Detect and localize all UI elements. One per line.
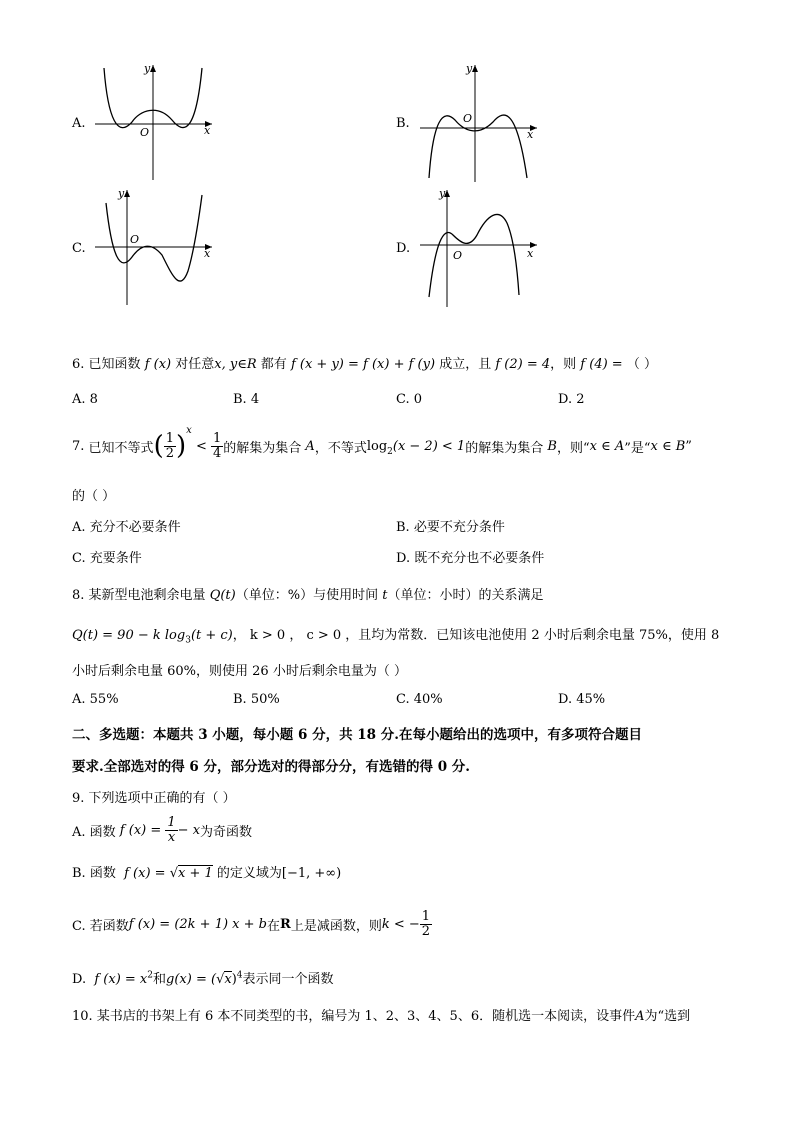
q9-option-a: A. 函数 f (x) = $\frac{1}{x}$ − x 为奇函数 bbox=[72, 814, 253, 845]
question-7-stem-line2: 的（ ） bbox=[72, 489, 116, 504]
fraction-one-half: $\frac{1}{2}$ bbox=[165, 430, 174, 461]
fraction-one-over-x: $\frac{1}{x}$ bbox=[167, 814, 176, 845]
q7-option-c: C. 充要条件 bbox=[72, 551, 142, 566]
y-axis-label: y bbox=[118, 187, 125, 200]
option-a-label: A. bbox=[72, 116, 86, 131]
curve-b bbox=[429, 115, 527, 178]
question-6-stem: 6. 已知函数 f (x) 对任意x, y∈R 都有 f (x + y) = f (x) + f (y) 成立，且 f (2) = 4，则 f (4) = （ ） bbox=[72, 357, 657, 372]
option-c-label: C. bbox=[72, 241, 86, 256]
y-axis-label: y bbox=[144, 62, 151, 75]
graph-b bbox=[415, 60, 545, 185]
x-axis-label: x bbox=[527, 128, 534, 141]
q6-option-b: B. 4 bbox=[233, 392, 260, 407]
origin-label: O bbox=[140, 126, 150, 139]
q6-option-c: C. 0 bbox=[396, 392, 423, 407]
q8-option-c: C. 40% bbox=[396, 692, 443, 707]
curve-c bbox=[106, 195, 202, 281]
question-8-stem-line3: 小时后剩余电量 60%，则使用 26 小时后剩余电量为（ ） bbox=[72, 664, 407, 679]
y-axis-label: y bbox=[439, 187, 446, 200]
y-axis-label: y bbox=[466, 62, 473, 75]
x-axis-label: x bbox=[204, 247, 211, 260]
graph-a bbox=[90, 60, 220, 185]
question-10-stem: 10. 某书店的书架上有 6 本不同类型的书，编号为 1、2、3、4、5、6．随机选一本阅读，设事件A为“选到 bbox=[72, 1009, 691, 1024]
q9-option-b: B. 函数 f (x) = √x + 1 的定义域为[−1, +∞) bbox=[72, 866, 342, 881]
q9-option-d: D. f $(x) = x^2$和$g(x) = (√x)^4$表示同一个函数 bbox=[72, 970, 334, 987]
origin-label: O bbox=[130, 233, 140, 246]
origin-label: O bbox=[453, 249, 463, 262]
graph-d bbox=[415, 185, 545, 310]
fraction-one-half: $\frac{1}{2}$ bbox=[421, 908, 431, 939]
fraction-one-quarter: $\frac{1}{4}$ bbox=[212, 430, 222, 461]
option-d-label: D. bbox=[396, 241, 411, 256]
question-8-stem-line1: 8. 某新型电池剩余电量 Q(t)（单位：%）与使用时间 t（单位：小时）的关系满足 bbox=[72, 588, 544, 603]
q7-option-a: A. 充分不必要条件 bbox=[72, 520, 181, 535]
q6-option-d: D. 2 bbox=[558, 392, 585, 407]
q7-option-b: B. 必要不充分条件 bbox=[396, 520, 505, 535]
option-b-label: B. bbox=[396, 116, 410, 131]
q8-option-a: A. 55% bbox=[72, 692, 119, 707]
x-axis-label: x bbox=[527, 247, 534, 260]
section-2-heading-line2: 要求.全部选对的得 6 分，部分选对的得部分分，有选错的得 0 分. bbox=[72, 759, 470, 775]
x-axis-label: x bbox=[204, 124, 211, 137]
q8-option-b: B. 50% bbox=[233, 692, 280, 707]
q8-option-d: D. 45% bbox=[558, 692, 606, 707]
question-9-stem: 9. 下列选项中正确的有（ ） bbox=[72, 791, 236, 806]
question-7-stem: 7. 已知不等式 ( $\frac{1}{2}$ ) $^x$ < $\frac{1}{4}$ 的解集为集合 A ，不等式 log $_2$ (x − 2) < 1 的解集为集合 B ，则“ x ∈ A ”是“ x ∈ B ” bbox=[72, 425, 692, 461]
origin-label: O bbox=[463, 112, 473, 125]
section-2-heading: 二、多选题：本题共 3 小题，每小题 6 分，共 18 分.在每小题给出的选项中，有多项符合题目 bbox=[72, 727, 642, 743]
q9-option-c: C. 若函数 f (x) = (2k + 1) x + b 在 R 上是减函数，则 k < − $\frac{1}{2}$ bbox=[72, 908, 431, 939]
q6-option-a: A. 8 bbox=[72, 392, 98, 407]
graph-c bbox=[90, 185, 220, 310]
q7-option-d: D. 既不充分也不必要条件 bbox=[396, 551, 545, 566]
question-8-stem-line2: Q(t) = 90 − k $\log_3(t + c)$， k > 0 ， c > 0 ，且均为常数．已知该电池使用 2 小时后剩余电量 75%，使用 8 bbox=[72, 628, 720, 646]
curve-d bbox=[429, 214, 519, 297]
